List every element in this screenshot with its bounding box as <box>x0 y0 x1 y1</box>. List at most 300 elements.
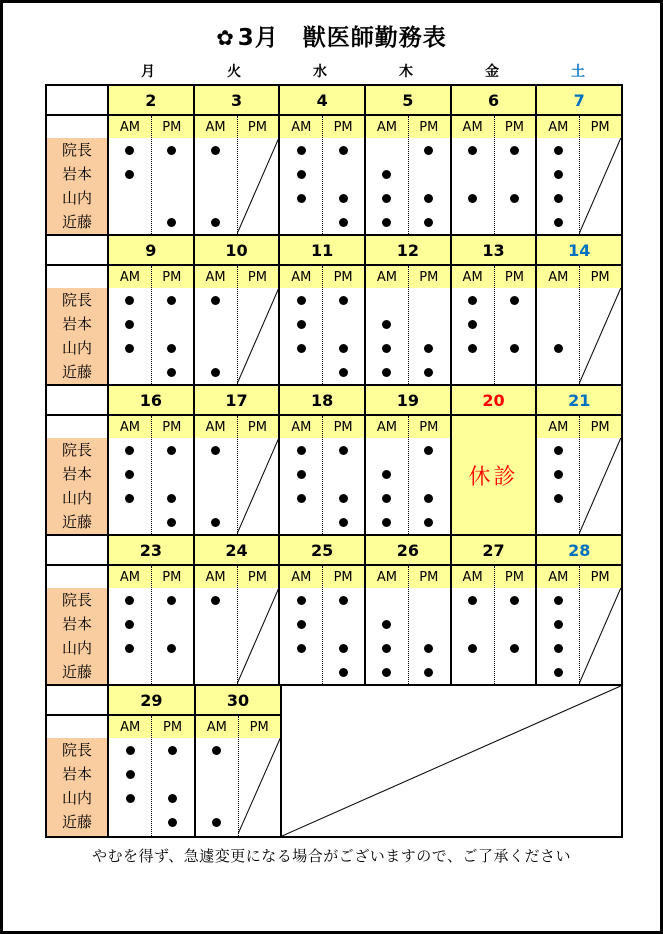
pm-label: PM <box>247 420 267 435</box>
shift-dot <box>297 596 306 605</box>
am-slot <box>109 186 151 210</box>
shift-dot <box>297 344 306 353</box>
pm-slot <box>408 312 450 336</box>
shift-dot <box>554 596 563 605</box>
schedule-table <box>45 84 623 838</box>
weekday-label: 金 <box>485 64 499 80</box>
date-cell: 27 <box>452 536 536 566</box>
staff-name-column <box>47 686 107 836</box>
pm-label: PM <box>247 120 267 135</box>
ampm-divider <box>494 266 495 384</box>
am-label: AM <box>119 120 140 135</box>
day-body <box>195 116 279 234</box>
date-cell: 10 <box>195 236 279 266</box>
shift-dot <box>554 218 563 227</box>
am-slot <box>452 660 494 684</box>
staff-name: 院長 <box>61 291 92 309</box>
staff-name: 岩本 <box>61 315 92 333</box>
staff-name: 近藤 <box>61 813 92 831</box>
shift-dot <box>382 668 391 677</box>
shift-dot <box>167 296 176 305</box>
ampm-divider <box>408 266 409 384</box>
shift-dot <box>125 146 134 155</box>
am-slot <box>109 360 151 384</box>
shift-dot <box>339 446 348 455</box>
shift-dot <box>382 494 391 503</box>
shift-dot <box>339 296 348 305</box>
day-body <box>366 416 450 534</box>
am-slot <box>280 588 322 612</box>
staff-name-column <box>47 536 107 684</box>
shift-dot <box>468 146 477 155</box>
pm-slot <box>322 162 364 186</box>
am-slot <box>280 360 322 384</box>
shift-dot <box>211 218 220 227</box>
am-slot <box>109 162 151 186</box>
date-cell: 13 <box>452 236 536 266</box>
am-label: AM <box>205 570 226 585</box>
shift-dot <box>339 518 348 527</box>
day-column <box>450 386 536 534</box>
am-slot <box>452 138 494 162</box>
day-column <box>107 536 193 684</box>
am-slot <box>280 486 322 510</box>
pm-slot <box>151 288 193 312</box>
pm-label: PM <box>504 120 524 135</box>
day-column <box>450 536 536 684</box>
date-cell: 9 <box>109 236 193 266</box>
shift-dot <box>339 146 348 155</box>
day-body <box>537 116 621 234</box>
pm-slot <box>151 510 193 534</box>
shift-dot <box>554 194 563 203</box>
pm-slot <box>151 612 193 636</box>
am-slot <box>537 336 579 360</box>
day-body <box>452 266 536 384</box>
blank-corner-cell <box>47 536 107 566</box>
pm-slot <box>151 810 193 834</box>
staff-names <box>47 138 107 234</box>
shift-dot <box>125 470 134 479</box>
pm-slot <box>494 588 536 612</box>
am-slot <box>195 186 237 210</box>
day-body <box>280 566 364 684</box>
am-slot <box>537 660 579 684</box>
am-label: AM <box>291 270 312 285</box>
am-slot <box>366 588 408 612</box>
pm-slot <box>408 210 450 234</box>
am-label: AM <box>205 270 226 285</box>
am-slot <box>109 486 151 510</box>
shift-dot <box>211 518 220 527</box>
am-slot <box>452 360 494 384</box>
day-column <box>194 686 281 836</box>
shift-dot <box>125 320 134 329</box>
shift-dot <box>554 146 563 155</box>
flower-icon: ✿ <box>216 26 235 50</box>
pm-label: PM <box>333 420 353 435</box>
am-slot <box>280 438 322 462</box>
shift-dot <box>424 446 433 455</box>
pm-label: PM <box>333 270 353 285</box>
shift-dot <box>297 320 306 329</box>
day-body <box>366 566 450 684</box>
pm-slot <box>151 738 193 762</box>
day-body <box>109 716 194 836</box>
pm-slot <box>408 636 450 660</box>
shift-dot <box>297 146 306 155</box>
date-cell: 24 <box>195 536 279 566</box>
staff-names <box>47 588 107 684</box>
am-slot <box>109 660 151 684</box>
day-column <box>193 86 279 234</box>
day-column <box>107 686 194 836</box>
footer-note: やむを得ず、急遽変更になる場合がございますので、ご了承ください <box>91 847 571 865</box>
shift-dot <box>510 296 519 305</box>
am-label: AM <box>205 120 226 135</box>
shift-dot <box>424 194 433 203</box>
pm-label: PM <box>162 120 182 135</box>
date-cell: 7 <box>537 86 621 116</box>
am-slot <box>366 210 408 234</box>
pm-slot <box>322 210 364 234</box>
pm-slot <box>494 210 536 234</box>
shift-dot <box>167 368 176 377</box>
pm-slot <box>151 762 193 786</box>
pm-slot <box>322 510 364 534</box>
am-slot <box>109 210 151 234</box>
ampm-divider <box>151 116 152 234</box>
shift-dot <box>125 494 134 503</box>
shift-dot <box>468 596 477 605</box>
am-slot <box>195 336 237 360</box>
staff-name: 山内 <box>61 639 92 657</box>
staff-name: 山内 <box>61 189 92 207</box>
shift-dot <box>382 218 391 227</box>
am-slot <box>366 138 408 162</box>
shift-dot <box>168 746 177 755</box>
date-cell: 26 <box>366 536 450 566</box>
staff-name-column <box>47 236 107 384</box>
staff-name: 岩本 <box>61 465 92 483</box>
pm-slot <box>408 438 450 462</box>
pm-label: PM <box>249 720 269 735</box>
week-block <box>47 686 621 836</box>
pm-slot <box>494 162 536 186</box>
am-label: AM <box>548 120 569 135</box>
shift-dot <box>167 218 176 227</box>
pm-slot <box>151 462 193 486</box>
shift-dot <box>297 644 306 653</box>
pm-label: PM <box>247 270 267 285</box>
pm-slot <box>322 636 364 660</box>
pm-label: PM <box>590 420 610 435</box>
am-slot <box>366 186 408 210</box>
shift-dot <box>339 344 348 353</box>
ampm-divider <box>408 566 409 684</box>
am-slot <box>452 210 494 234</box>
staff-name: 近藤 <box>61 513 92 531</box>
date-cell: 2 <box>109 86 193 116</box>
shift-dot <box>168 818 177 827</box>
week-block <box>47 386 621 536</box>
am-label: AM <box>462 120 483 135</box>
shift-dot <box>382 344 391 353</box>
pm-label: PM <box>590 120 610 135</box>
day-column <box>278 236 364 384</box>
ampm-divider <box>151 566 152 684</box>
am-slot <box>366 612 408 636</box>
day-body <box>537 416 621 534</box>
am-slot <box>366 288 408 312</box>
shift-dot <box>125 296 134 305</box>
shift-dot <box>297 296 306 305</box>
shift-dot <box>424 218 433 227</box>
day-column <box>364 536 450 684</box>
shift-dot <box>468 296 477 305</box>
am-slot <box>109 612 151 636</box>
pm-label: PM <box>162 420 182 435</box>
pm-slot <box>494 186 536 210</box>
pm-label: PM <box>333 570 353 585</box>
day-column <box>535 86 621 234</box>
staff-name: 近藤 <box>61 363 92 381</box>
shift-dot <box>382 470 391 479</box>
date-cell: 16 <box>109 386 193 416</box>
shift-dot <box>382 320 391 329</box>
ampm-divider <box>408 116 409 234</box>
shift-dot <box>554 668 563 677</box>
pm-slot <box>151 486 193 510</box>
am-slot <box>109 138 151 162</box>
shift-dot <box>424 368 433 377</box>
am-slot <box>280 312 322 336</box>
page-title <box>3 23 660 53</box>
pm-label: PM <box>333 120 353 135</box>
staff-name: 山内 <box>61 339 92 357</box>
staff-name: 岩本 <box>61 765 92 783</box>
shift-dot <box>424 518 433 527</box>
shift-dot <box>382 368 391 377</box>
am-slot <box>452 186 494 210</box>
am-slot <box>537 636 579 660</box>
staff-name: 岩本 <box>61 615 92 633</box>
shift-dot <box>211 368 220 377</box>
shift-dot <box>339 596 348 605</box>
shift-dot <box>424 644 433 653</box>
page-title-text: 3月 獣医師勤務表 <box>237 25 447 51</box>
weekday-label: 火 <box>227 64 241 80</box>
pm-slot <box>151 162 193 186</box>
day-body <box>280 416 364 534</box>
shift-dot <box>554 494 563 503</box>
shift-dot <box>468 194 477 203</box>
am-slot <box>109 588 151 612</box>
shift-dot <box>125 446 134 455</box>
shift-dot <box>510 344 519 353</box>
date-cell: 18 <box>280 386 364 416</box>
am-slot <box>280 636 322 660</box>
am-slot <box>452 162 494 186</box>
empty-region-diagonal <box>282 686 621 836</box>
shift-dot <box>382 518 391 527</box>
staff-names <box>47 288 107 384</box>
day-column <box>535 386 621 534</box>
am-slot <box>280 462 322 486</box>
weekday-header <box>105 64 621 80</box>
pm-slot <box>494 660 536 684</box>
am-slot <box>452 288 494 312</box>
crossed-out-diagonal <box>237 288 279 384</box>
crossed-out-diagonal <box>237 588 279 684</box>
shift-dot <box>339 218 348 227</box>
weekday-label: 土 <box>571 64 585 80</box>
am-slot <box>366 438 408 462</box>
shift-dot <box>167 146 176 155</box>
day-column <box>107 386 193 534</box>
staff-name: 近藤 <box>61 213 92 231</box>
shift-dot <box>339 194 348 203</box>
am-slot <box>109 336 151 360</box>
am-slot <box>280 186 322 210</box>
staff-names <box>47 738 107 836</box>
date-cell: 19 <box>366 386 450 416</box>
day-body <box>195 566 279 684</box>
am-slot <box>195 636 237 660</box>
date-cell: 21 <box>537 386 621 416</box>
crossed-out-diagonal <box>579 288 621 384</box>
am-slot <box>195 486 237 510</box>
am-slot <box>366 660 408 684</box>
am-slot <box>366 510 408 534</box>
blank-cell <box>47 116 107 138</box>
am-slot <box>109 810 151 834</box>
am-slot <box>196 762 238 786</box>
day-body <box>109 416 193 534</box>
crossed-out-diagonal <box>237 138 279 234</box>
shift-dot <box>297 446 306 455</box>
am-label: AM <box>205 420 226 435</box>
day-body <box>366 266 450 384</box>
week-block <box>47 536 621 686</box>
am-slot <box>109 462 151 486</box>
shift-dot <box>211 296 220 305</box>
shift-dot <box>339 668 348 677</box>
pm-label: PM <box>419 120 439 135</box>
pm-slot <box>322 360 364 384</box>
shift-dot <box>382 194 391 203</box>
shift-dot <box>554 470 563 479</box>
staff-name: 岩本 <box>61 165 92 183</box>
am-slot <box>366 312 408 336</box>
pm-label: PM <box>247 570 267 585</box>
pm-slot <box>151 186 193 210</box>
shift-dot <box>382 644 391 653</box>
pm-slot <box>322 336 364 360</box>
pm-label: PM <box>504 570 524 585</box>
day-body <box>537 266 621 384</box>
date-cell: 5 <box>366 86 450 116</box>
week-block <box>47 86 621 236</box>
shift-dot <box>554 620 563 629</box>
shift-dot <box>125 644 134 653</box>
shift-dot <box>339 368 348 377</box>
day-column <box>193 386 279 534</box>
shift-dot <box>212 818 221 827</box>
am-slot <box>537 138 579 162</box>
pm-slot <box>151 138 193 162</box>
blank-cell <box>47 566 107 588</box>
shift-dot <box>126 794 135 803</box>
pm-slot <box>494 138 536 162</box>
am-slot <box>537 588 579 612</box>
am-label: AM <box>548 570 569 585</box>
shift-dot <box>424 146 433 155</box>
staff-name: 山内 <box>61 789 92 807</box>
day-body <box>537 566 621 684</box>
am-label: AM <box>548 420 569 435</box>
am-slot <box>537 510 579 534</box>
am-label: AM <box>291 420 312 435</box>
am-slot <box>452 336 494 360</box>
day-column <box>364 386 450 534</box>
blank-corner-cell <box>47 686 107 716</box>
am-slot <box>537 162 579 186</box>
staff-name-column <box>47 386 107 534</box>
day-body <box>195 266 279 384</box>
shift-dot <box>510 596 519 605</box>
pm-slot <box>494 360 536 384</box>
am-slot <box>109 288 151 312</box>
am-label: AM <box>120 720 141 735</box>
shift-dot <box>211 446 220 455</box>
am-slot <box>109 438 151 462</box>
day-body <box>280 266 364 384</box>
ampm-divider <box>151 416 152 534</box>
pm-slot <box>151 786 193 810</box>
shift-dot <box>297 470 306 479</box>
am-label: AM <box>119 270 140 285</box>
am-label: AM <box>119 570 140 585</box>
ampm-divider <box>322 416 323 534</box>
weekday-label: 木 <box>399 64 413 80</box>
date-cell: 17 <box>195 386 279 416</box>
day-column <box>364 86 450 234</box>
date-cell: 3 <box>195 86 279 116</box>
am-slot <box>196 738 238 762</box>
day-column <box>535 536 621 684</box>
am-slot <box>109 762 151 786</box>
shift-dot <box>297 494 306 503</box>
blank-cell <box>47 266 107 288</box>
pm-slot <box>322 438 364 462</box>
shift-dot <box>297 620 306 629</box>
crossed-out-diagonal <box>579 438 621 534</box>
shift-dot <box>168 794 177 803</box>
ampm-divider <box>322 566 323 684</box>
am-slot <box>109 738 151 762</box>
am-slot <box>195 612 237 636</box>
ampm-divider <box>151 266 152 384</box>
am-slot <box>537 288 579 312</box>
weekday-label: 月 <box>141 64 155 80</box>
pm-slot <box>408 360 450 384</box>
crossed-out-diagonal <box>579 138 621 234</box>
shift-dot <box>382 620 391 629</box>
ampm-divider <box>151 716 152 836</box>
shift-dot <box>339 644 348 653</box>
shift-dot <box>167 644 176 653</box>
